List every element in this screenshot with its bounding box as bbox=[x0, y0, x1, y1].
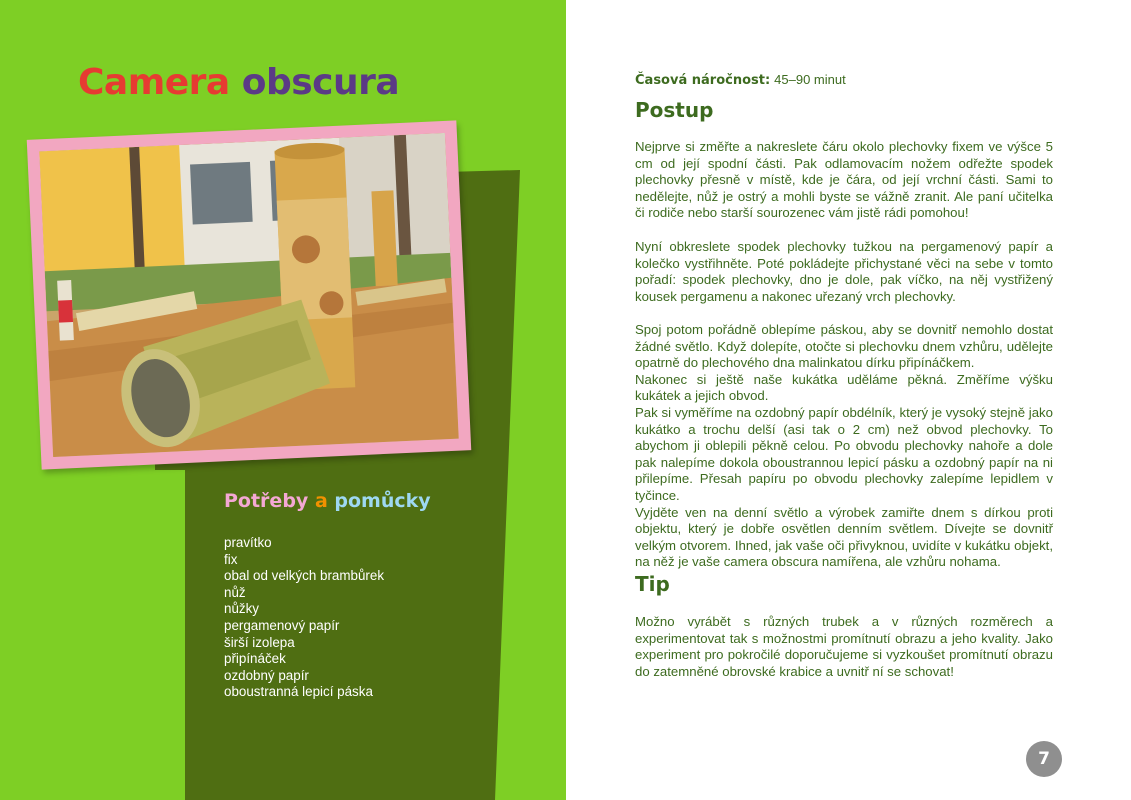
time-label: Časová náročnost: bbox=[635, 73, 771, 88]
photo-frame bbox=[27, 120, 472, 469]
procedure-paragraph-3: Spoj potom pořádně oblepíme páskou, aby se dovnitř nemohlo dostat žádné světlo. Když dolepíte, otočte si plechovku dnem vzhůru, udělejte opatrně do plechového dna malinkatou dírku připínáčkem. Nakonec si ještě naše kukátka uděláme pěkná. Změříme výšku kukátek a jejich obvod. Pak si vyměříme na ozdobný papír obdélník, který je vysoký stejně jako kukátko a trochu delší (asi tak o 2 cm) než obvod plechovky. To abychom ji oblepili pěkně celou. Po obvodu plechovky nahoře a dole pak nalepíme dokola oboustrannou lepicí pásku a ozdobný papír na ni přilepíme. Přesah papíru po obvodu plechovky zalepíme lepidlem v tyčince. Vyjděte ven na denní světlo a výrobek zamiřte dnem s dírkou proti objektu, který je dobře osvětlen denním světlem. Dívejte se dovnitř velkým otvorem. Ihned, jak vaše oči přivyknou, uvidíte v kukátku objekt, na něž je vaše camera obscura namířena, ale vzhůru nohama. bbox=[635, 322, 1053, 570]
tip-heading: Tip bbox=[635, 572, 670, 596]
list-item: pravítko bbox=[224, 535, 272, 550]
camera-obscura-photo bbox=[39, 133, 458, 457]
supplies-heading-part3: pomůcky bbox=[334, 490, 431, 512]
supplies-heading-part1: Potřeby bbox=[224, 490, 309, 512]
title-word-camera: Camera bbox=[78, 62, 230, 103]
procedure-paragraph-1: Nejprve si změřte a nakreslete čáru okolo plechovky fixem ve výšce 5 cm od její spodní části. Pak odlamovacím nožem odřežte spodek plechovky přesně v místě, kde je čára, od její vrchní části. Sami to nedělejte, nůž je ostrý a mohli byste se vážně zranit. Ale paní učitelka či rodiče nebo starší sourozenec vám jistě rádi pomohou! bbox=[635, 139, 1053, 221]
title-word-obscura: obscura bbox=[241, 62, 400, 103]
list-item: oboustranná lepicí páska bbox=[224, 684, 373, 700]
list-item: pergamenový papír bbox=[224, 617, 340, 633]
list-item: širší izolepa bbox=[224, 634, 295, 650]
supplies-heading bbox=[224, 490, 431, 512]
list-item: obal od velkých brambůrek bbox=[224, 568, 385, 584]
list-item: fix bbox=[224, 551, 238, 567]
procedure-heading: Postup bbox=[635, 98, 714, 122]
time-value: 45–90 minut bbox=[774, 72, 846, 87]
tip-paragraph: Možno vyrábět s různých trubek a v různých rozměrech a experimentovat tak s možnostmi promítnutí obrazu a jeho kvality. Jako experiment pro pokročilé doporučujeme si vyzkoušet promítnutí obrazu do zatemněné obrovské krabice a uvnitř ní se schovat! bbox=[635, 614, 1053, 679]
list-item: ozdobný papír bbox=[224, 667, 309, 683]
supplies-heading-part2: a bbox=[314, 490, 328, 512]
list-item: připínáček bbox=[224, 651, 286, 667]
list-item: nůž bbox=[224, 584, 246, 600]
list-item: nůžky bbox=[224, 601, 259, 617]
page-number: 7 bbox=[1026, 741, 1062, 777]
procedure-paragraph-2: Nyní obkreslete spodek plechovky tužkou na pergamenový papír a kolečko vystřihněte. Poté pokládejte přichystané věci na sebe v tomto pořadí: spodek plechovky, dno je dole, pak víčko, na něj vystřižený kousek pergamenu a nakonec uřezaný vrch plechovky. bbox=[635, 239, 1053, 304]
page-title bbox=[78, 62, 399, 103]
time-estimate bbox=[635, 72, 846, 88]
supplies-list bbox=[224, 535, 384, 701]
